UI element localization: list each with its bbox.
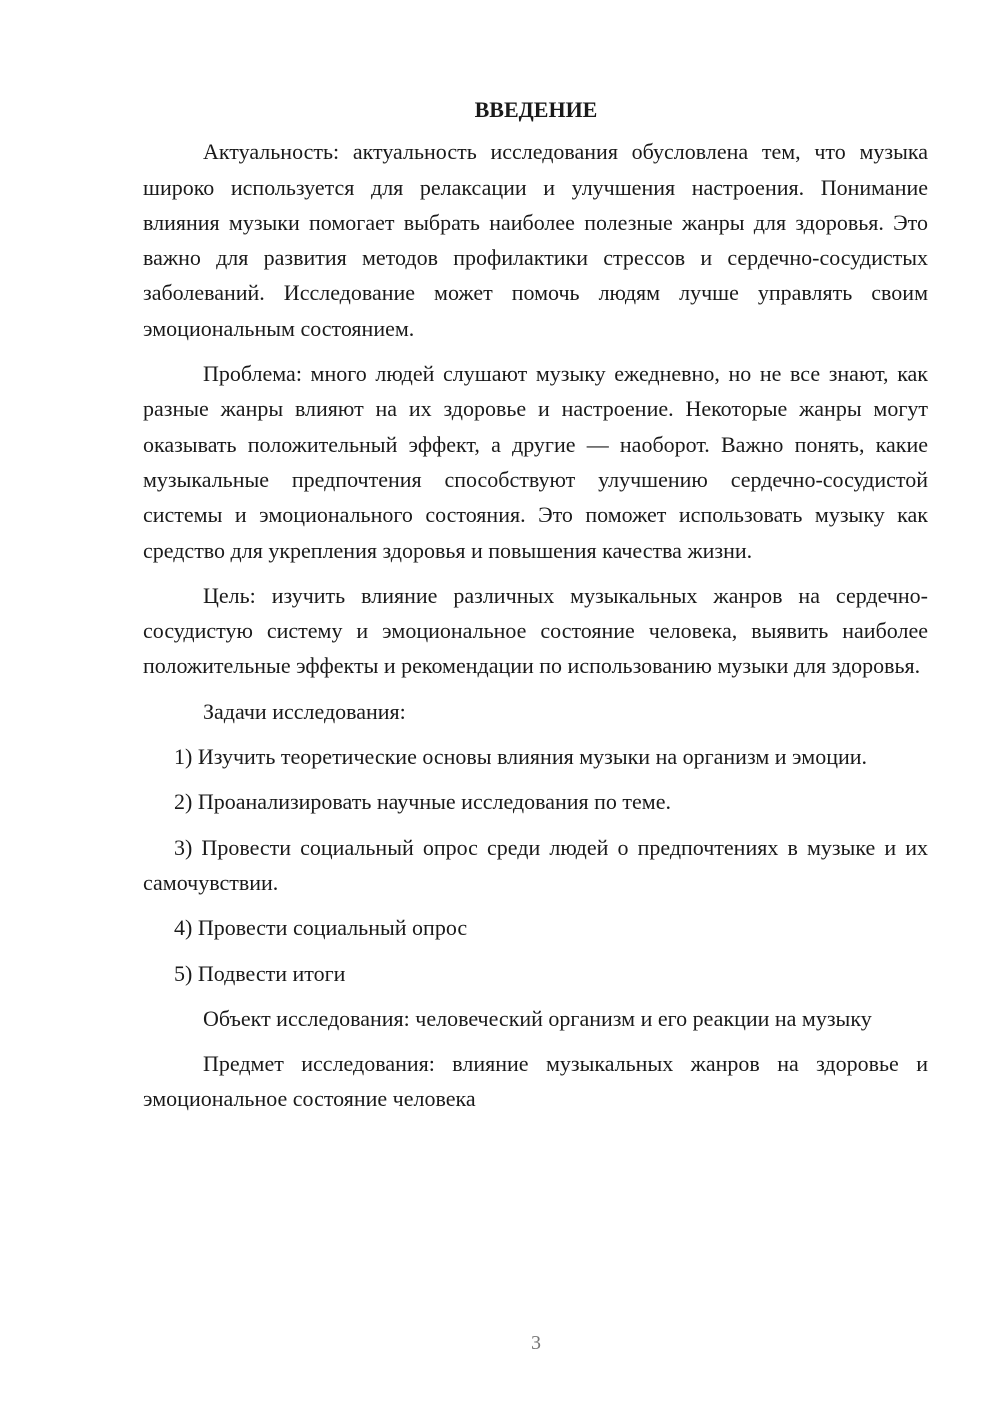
list-item: 2) Проанализировать научные исследования по теме. [174, 789, 671, 815]
list-item: 1) Изучить теоретические основы влияния музыки на организм и эмоции. [174, 744, 868, 770]
paragraph-relevance: Актуальность: актуальность исследования обусловлена тем, что музыка широко используется для релаксации и улучшения настроения. Понимание влияния музыки помогает выбрать наиболее полезные жанры для здоровья. Это важно для развития методов профилактики стрессов и сердечно-сосудистых заболеваний. Исследование может помочь людям лучше управлять своим эмоциональным состоянием. [143, 139, 928, 341]
list-item: 4) Провести социальный опрос [174, 915, 468, 941]
paragraph-problem: Проблема: много людей слушают музыку ежедневно, но не все знают, как разные жанры влияют на их здоровье и настроение. Некоторые жанры могут оказывать положительный эффект, а другие — наоборот. Важно понять, какие музыкальные предпочтения способствуют улучшению сердечно-сосудистой системы и эмоционального состояния. Это поможет использовать музыку как средство для укрепления здоровья и повышения качества жизни. [143, 361, 928, 563]
paragraph-subject: Предмет исследования: влияние музыкальных жанров на здоровье и эмоциональное состояние человека [143, 1051, 928, 1112]
page-title: ВВЕДЕНИЕ [474, 97, 598, 122]
list-item: 5) Подвести итоги [174, 960, 346, 986]
paragraph-object: Объект исследования: человеческий организм и его реакции на музыку [203, 1005, 872, 1031]
tasks-list [143, 739, 928, 991]
list-item: 3) Провести социальный опрос среди людей о предпочтениях в музыке и их самочувствии. [143, 834, 928, 895]
page-number: 3 [531, 1332, 541, 1354]
paragraph-goal: Цель: изучить влияние различных музыкальных жанров на сердечно-сосудистую систему и эмоциональное состояние человека, выявить наиболее положительные эффекты и рекомендации по использованию музыки для здоровья. [143, 582, 928, 679]
page-content [143, 92, 928, 1127]
tasks-heading: Задачи исследования: [203, 698, 406, 724]
